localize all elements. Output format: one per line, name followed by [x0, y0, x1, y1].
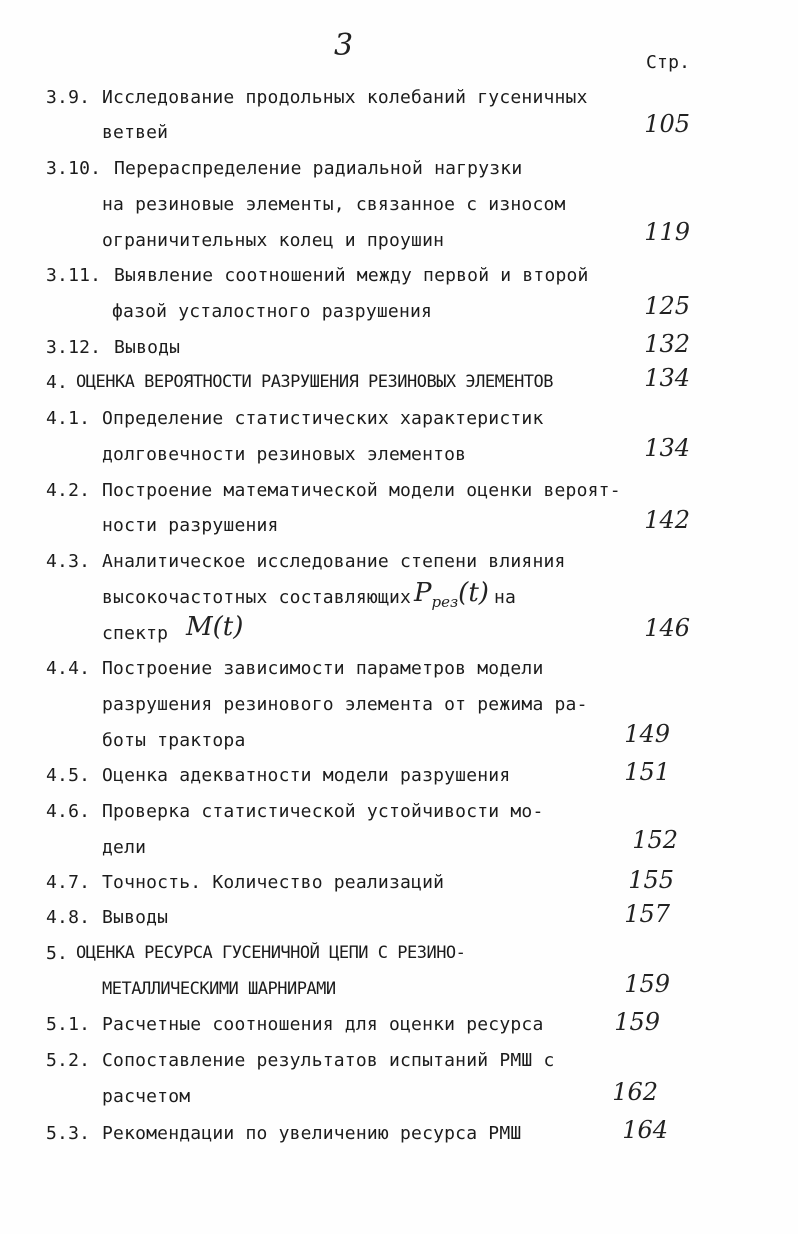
entry-page: 164	[622, 1116, 668, 1144]
entry-title-line: Расчетные соотношения для оценки ресурса	[102, 1014, 544, 1035]
entry-title-line: Рекомендации по увеличению ресурса РМШ	[102, 1123, 522, 1144]
entry-title-line: Выводы	[114, 337, 181, 358]
entry-number: 3.11.	[46, 265, 102, 286]
formula-subscript: рез	[431, 593, 459, 612]
formula-argument: (t)	[458, 578, 489, 608]
entry-number: 4.7.	[46, 872, 91, 893]
entry-page: 159	[614, 1008, 660, 1036]
entry-title-line: спектр	[102, 623, 169, 644]
entry-number: 4.	[46, 372, 69, 393]
entry-page: 149	[624, 720, 670, 748]
entry-page: 146	[644, 614, 690, 642]
entry-number: 5.1.	[46, 1014, 91, 1035]
entry-title-line: высокочастотных составляющих	[102, 587, 412, 608]
entry-title-line: Оценка адекватности модели разрушения	[102, 765, 511, 786]
entry-title-line: долговечности резиновых элементов	[102, 444, 467, 465]
entry-title-line: Точность. Количество реализаций	[102, 872, 445, 893]
entry-number: 3.12.	[46, 337, 102, 358]
entry-page: 155	[628, 866, 674, 894]
entry-title-line: Сопоставление результатов испытаний РМШ с	[102, 1050, 555, 1071]
entry-number: 4.4.	[46, 658, 91, 679]
entry-title-word: на	[494, 587, 517, 608]
formula-symbol: P	[414, 578, 432, 608]
entry-page: 162	[612, 1078, 658, 1106]
entry-title-line: Перераспределение радиальной нагрузки	[114, 158, 523, 179]
entry-page: 125	[644, 292, 690, 320]
column-header: Стр.	[646, 52, 691, 73]
entry-title-line: боты трактора	[102, 730, 246, 751]
entry-title-line: МЕТАЛЛИЧЕСКИМИ ШАРНИРАМИ	[102, 979, 336, 999]
entry-number: 4.6.	[46, 801, 91, 822]
entry-page: 151	[624, 758, 670, 786]
entry-title-line: ОЦЕНКА ВЕРОЯТНОСТИ РАЗРУШЕНИЯ РЕЗИНОВЫХ ЭЛЕМЕНТОВ	[76, 372, 554, 392]
entry-title-line: Построение зависимости параметров модели	[102, 658, 544, 679]
page-number: 3	[334, 28, 354, 63]
entry-number: 4.5.	[46, 765, 91, 786]
entry-title-line: ности разрушения	[102, 515, 279, 536]
entry-number: 5.2.	[46, 1050, 91, 1071]
entry-title-line: Выводы	[102, 907, 169, 928]
entry-title-line: Определение статистических характеристик	[102, 408, 544, 429]
formula-p-rez	[414, 578, 489, 611]
entry-number: 4.2.	[46, 480, 91, 501]
entry-title-line: Проверка статистической устойчивости мо-	[102, 801, 544, 822]
entry-title-line: расчетом	[102, 1086, 191, 1107]
entry-page: 142	[644, 506, 690, 534]
entry-number: 4.8.	[46, 907, 91, 928]
entry-title-line: Выявление соотношений между первой и второй	[114, 265, 589, 286]
entry-title-line: дели	[102, 837, 147, 858]
entry-number: 5.3.	[46, 1123, 91, 1144]
entry-page: 152	[632, 826, 678, 854]
entry-page: 157	[624, 900, 670, 928]
entry-number: 3.9.	[46, 87, 91, 108]
entry-page: 134	[644, 434, 690, 462]
entry-title-line: Построение математической модели оценки вероят-	[102, 480, 621, 501]
entry-page: 134	[644, 364, 690, 392]
entry-title-line: ветвей	[102, 122, 169, 143]
entry-title-line: разрушения резинового элемента от режима ра-	[102, 694, 588, 715]
entry-number: 5.	[46, 943, 69, 964]
entry-title-line: фазой усталостного разрушения	[112, 301, 433, 322]
entry-title-line: ограничительных колец и проушин	[102, 230, 445, 251]
entry-title-line: ОЦЕНКА РЕСУРСА ГУСЕНИЧНОЙ ЦЕПИ С РЕЗИНО-	[76, 943, 466, 963]
entry-title-line: на резиновые элементы, связанное с износом	[102, 194, 566, 215]
entry-title-line: Аналитическое исследование степени влияния	[102, 551, 566, 572]
entry-title-line: Исследование продольных колебаний гусеничных	[102, 87, 588, 108]
entry-number: 4.3.	[46, 551, 91, 572]
formula-m-t: M(t)	[186, 612, 244, 642]
entry-page: 159	[624, 970, 670, 998]
entry-number: 3.10.	[46, 158, 102, 179]
entry-number: 4.1.	[46, 408, 91, 429]
entry-page: 132	[644, 330, 690, 358]
entry-page: 119	[644, 218, 690, 246]
entry-page: 105	[644, 110, 690, 138]
